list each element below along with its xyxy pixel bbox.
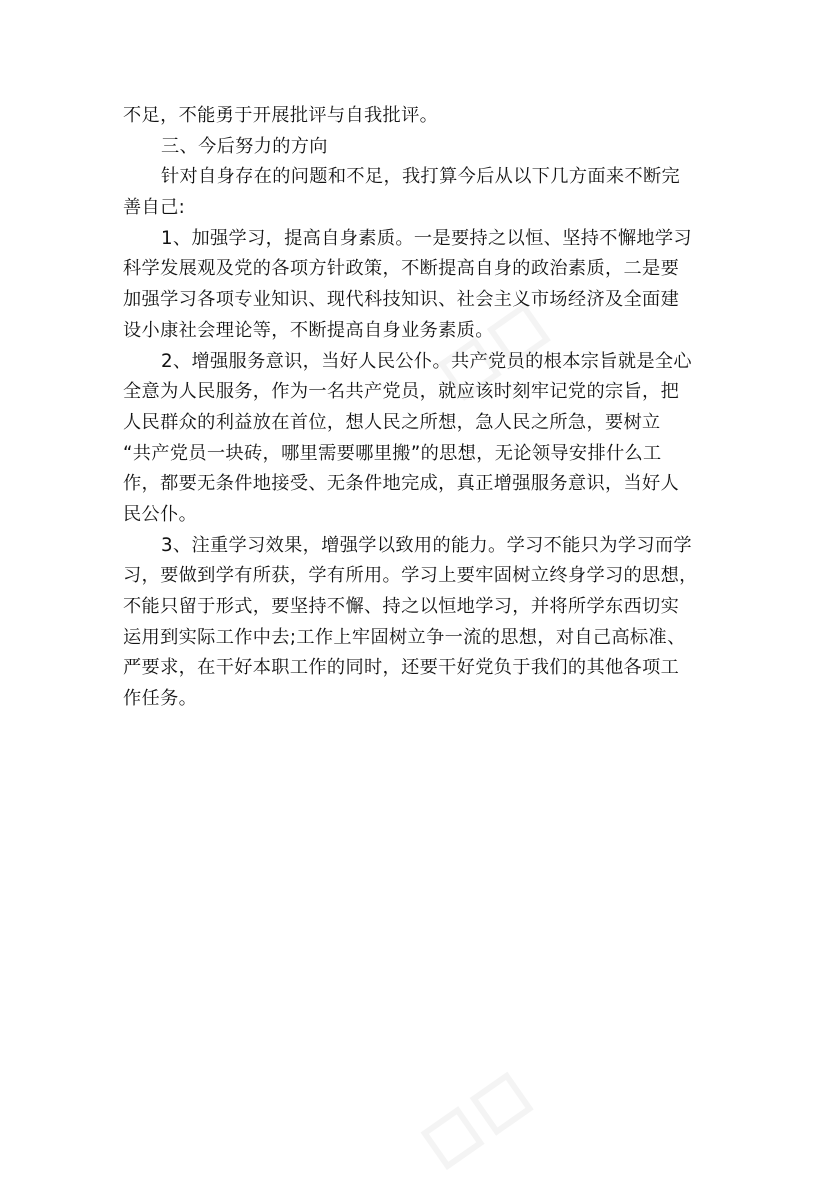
text-line: 3、注重学习效果，增强学以致用的能力。学习不能只为学习而学 bbox=[161, 534, 692, 556]
text-line: 习，要做到学有所获，学有所用。学习上要牢固树立终身学习的思想， bbox=[123, 565, 698, 587]
text-line: 人民群众的利益放在首位，想人民之所想，急人民之所急，要树立 bbox=[123, 411, 661, 433]
text-line: 针对自身存在的问题和不足，我打算今后从以下几方面来不断完 bbox=[161, 166, 681, 188]
text-line: 作任务。 bbox=[123, 688, 198, 710]
text-line: 1、加强学习，提高自身素质。一是要持之以恒、坚持不懈地学习 bbox=[161, 227, 692, 249]
watermark-icon bbox=[400, 1070, 560, 1180]
text-line: “共产党员一块砖，哪里需要哪里搬”的思想，无论领导安排什么工 bbox=[123, 442, 662, 464]
text-line: 严要求，在干好本职工作的同时，还要干好党负于我们的其他各项工 bbox=[123, 657, 680, 679]
text-line: 运用到实际工作中去;工作上牢固树立争一流的思想，对自己高标准、 bbox=[123, 626, 686, 648]
text-line: 不足，不能勇于开展批评与自我批评。 bbox=[123, 105, 439, 126]
document-body bbox=[123, 101, 713, 715]
text-line: 加强学习各项专业知识、现代科技知识、社会主义市场经济及全面建 bbox=[123, 289, 680, 311]
text-line: 善自己: bbox=[123, 197, 186, 219]
text-line: 三、今后努力的方向 bbox=[161, 135, 328, 157]
text-line: 2、增强服务意识，当好人民公仆。共产党员的根本宗旨就是全心 bbox=[161, 350, 692, 372]
text-line: 科学发展观及党的各项方针政策，不断提高自身的政治素质，二是要 bbox=[123, 258, 680, 280]
text-line: 设小康社会理论等，不断提高自身业务素质。 bbox=[123, 319, 494, 341]
text-line: 不能只留于形式，要坚持不懈、持之以恒地学习，并将所学东西切实 bbox=[123, 596, 680, 617]
text-line: 作，都要无条件地接受、无条件地完成，真正增强服务意识，当好人 bbox=[123, 473, 680, 495]
text-line: 全意为人民服务，作为一名共产党员，就应该时刻牢记党的宗旨，把 bbox=[123, 381, 680, 403]
text-line: 民公仆。 bbox=[123, 503, 198, 525]
